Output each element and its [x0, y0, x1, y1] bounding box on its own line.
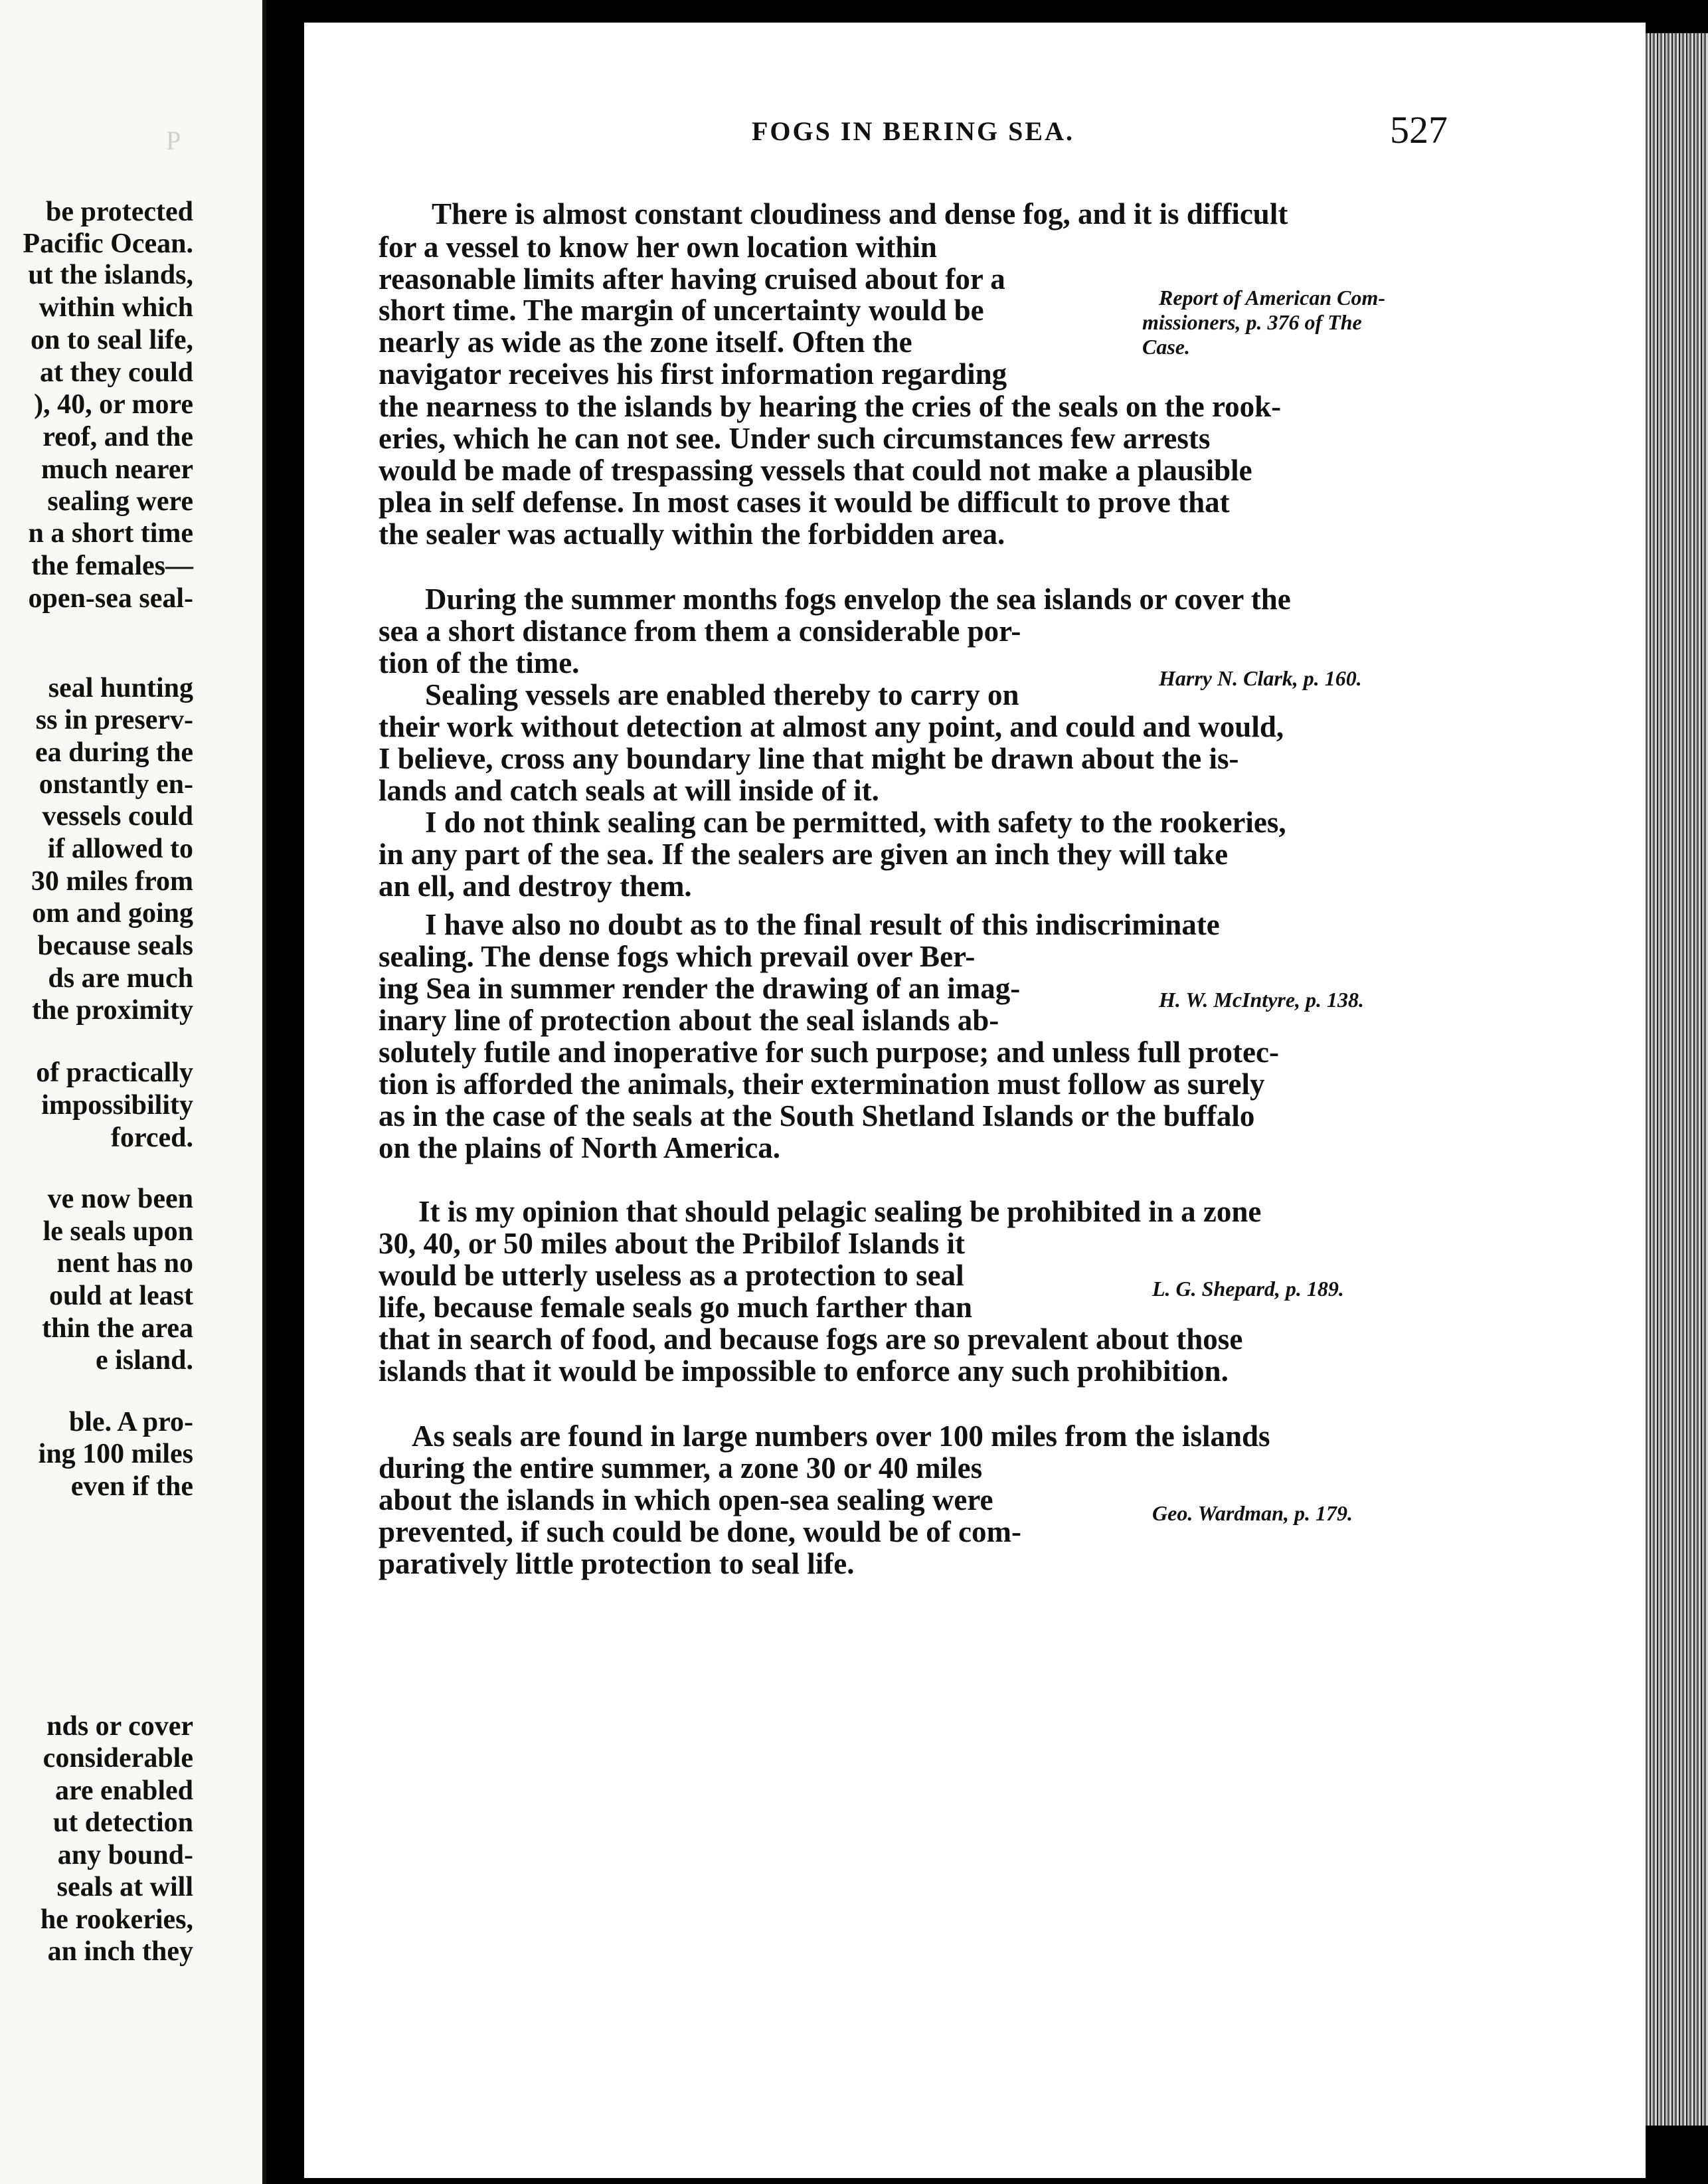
text-line: the sealer was actually within the forbidden area.: [379, 517, 1005, 551]
text-line: the nearness to the islands by hearing the cries of the seals on the rook-: [379, 390, 1282, 423]
left-line: ble. A pro-: [68, 1407, 193, 1437]
text-line: tion is afforded the animals, their extermination must follow as surely: [379, 1067, 1265, 1101]
left-line: n a short time: [28, 518, 193, 549]
left-line: on to seal life,: [31, 325, 193, 355]
left-line: thin the area: [42, 1313, 193, 1344]
text-line: as in the case of the seals at the South Shetland Islands or the buffalo: [379, 1099, 1255, 1133]
text-line: 30, 40, or 50 miles about the Pribilof Islands it: [379, 1227, 965, 1260]
text-line: life, because female seals go much farther than: [379, 1291, 973, 1324]
text-line: As seals are found in large numbers over 100 miles from the islands: [412, 1419, 1270, 1453]
text-line: nearly as wide as the zone itself. Often the: [379, 325, 912, 359]
left-line: are enabled: [54, 1775, 193, 1806]
citation-line: H. W. McIntyre, p. 138.: [1159, 988, 1365, 1012]
text-line: sea a short distance from them a considerable por-: [379, 614, 1021, 648]
citation-line: Case.: [1142, 335, 1190, 359]
text-line: their work without detection at almost any point, and could and would,: [379, 710, 1284, 743]
left-line: be protected: [46, 197, 193, 227]
left-line: 30 miles from: [31, 866, 193, 897]
left-line: of practically: [36, 1057, 193, 1088]
text-line: plea in self defense. In most cases it would be difficult to prove that: [379, 486, 1230, 519]
page-edge-shadow: [1646, 0, 1708, 33]
left-line: he rookeries,: [40, 1904, 193, 1935]
left-line: seals at will: [56, 1872, 193, 1902]
left-line: within which: [39, 292, 193, 323]
text-line: There is almost constant cloudiness and dense fog, and it is difficult: [432, 197, 1288, 230]
left-line: nent has no: [56, 1248, 193, 1279]
text-line: about the islands in which open-sea sealing were: [379, 1483, 993, 1516]
left-line: reof, and the: [43, 422, 193, 452]
left-line: vessels could: [42, 801, 193, 832]
left-line: seal hunting: [48, 673, 193, 703]
text-line: I believe, cross any boundary line that might be drawn about the is-: [379, 742, 1239, 775]
text-line: I have also no doubt as to the final result of this indiscriminate: [425, 908, 1220, 941]
text-line: inary line of protection about the seal islands ab-: [379, 1004, 999, 1037]
left-line: the females—: [31, 551, 193, 581]
left-line: if allowed to: [47, 834, 193, 864]
left-line: at they could: [40, 357, 193, 388]
left-line: Pacific Ocean.: [23, 228, 193, 259]
left-line: sealing were: [47, 486, 193, 517]
left-line: ut the islands,: [28, 260, 193, 290]
faded-running-head: P: [166, 126, 181, 155]
left-line: onstantly en-: [39, 769, 193, 800]
left-line: ss in preserv-: [35, 705, 193, 735]
text-line: reasonable limits after having cruised about for a: [379, 262, 1005, 296]
left-line: impossibility: [41, 1090, 193, 1121]
left-line: the proximity: [31, 995, 193, 1026]
text-line: It is my opinion that should pelagic sealing be prohibited in a zone: [418, 1195, 1262, 1228]
left-line: any bound-: [57, 1840, 193, 1870]
text-line: tion of the time.: [379, 646, 580, 680]
text-line: sealing. The dense fogs which prevail over Ber-: [379, 940, 976, 973]
text-line: islands that it would be impossible to enforce any such prohibition.: [379, 1354, 1229, 1388]
text-line: ing Sea in summer render the drawing of an imag-: [379, 972, 1021, 1005]
left-line: ing 100 miles: [38, 1439, 193, 1469]
left-line: ve now been: [47, 1184, 193, 1214]
text-line: I do not think sealing can be permitted, with safety to the rookeries,: [425, 806, 1286, 839]
left-line: le seals upon: [43, 1216, 193, 1247]
left-line: much nearer: [41, 454, 193, 485]
left-line: open-sea seal-: [28, 583, 193, 614]
running-head: FOGS IN BERING SEA.: [752, 116, 1074, 146]
text-line: paratively little protection to seal life.: [379, 1547, 855, 1580]
text-line: in any part of the sea. If the sealers are given an inch they will take: [379, 838, 1229, 871]
text-line: during the entire summer, a zone 30 or 40 miles: [379, 1451, 983, 1485]
text-line: Sealing vessels are enabled thereby to carry on: [425, 678, 1019, 711]
text-line: would be utterly useless as a protection to seal: [379, 1259, 964, 1292]
text-line: that in search of food, and because fogs are so prevalent about those: [379, 1322, 1243, 1356]
left-line: e island.: [95, 1345, 193, 1376]
left-line: ea during the: [35, 737, 193, 768]
text-line: solutely futile and inoperative for such purpose; and unless full protec-: [379, 1036, 1279, 1069]
text-line: short time. The margin of uncertainty would be: [379, 294, 984, 327]
left-line: ould at least: [48, 1281, 193, 1311]
citation-line: L. G. Shepard, p. 189.: [1152, 1277, 1344, 1301]
left-line: an inch they: [47, 1936, 193, 1967]
previous-page-fragment: [0, 0, 266, 2184]
page-number: 527: [1390, 108, 1448, 151]
text-line: During the summer months fogs envelop the sea islands or cover the: [425, 583, 1291, 616]
left-line: ut detection: [52, 1807, 193, 1838]
left-line: ds are much: [48, 963, 193, 994]
left-line: forced.: [110, 1123, 193, 1153]
citation-line: Geo. Wardman, p. 179.: [1152, 1501, 1353, 1525]
text-line: navigator receives his first information regarding: [379, 357, 1007, 391]
text-line: would be made of trespassing vessels that could not make a plausible: [379, 454, 1252, 487]
citation-line: Harry N. Clark, p. 160.: [1159, 666, 1362, 690]
left-line: nds or cover: [46, 1711, 193, 1742]
citation-line: missioners, p. 376 of The: [1142, 310, 1362, 334]
book-page-edges: [1646, 33, 1708, 2126]
text-line: an ell, and destroy them.: [379, 869, 692, 903]
left-line: even if the: [70, 1471, 193, 1502]
citation-line: Report of American Com-: [1159, 286, 1386, 310]
text-line: for a vessel to know her own location within: [379, 230, 937, 264]
text-line: eries, which he can not see. Under such circumstances few arrests: [379, 422, 1211, 455]
left-line: ), 40, or more: [34, 389, 193, 420]
text-line: prevented, if such could be done, would be of com-: [379, 1515, 1021, 1548]
text-line: lands and catch seals at will inside of it.: [379, 774, 879, 807]
left-line: considerable: [43, 1743, 193, 1774]
left-line: because seals: [37, 931, 193, 961]
text-line: on the plains of North America.: [379, 1131, 780, 1164]
left-line: om and going: [32, 898, 193, 929]
